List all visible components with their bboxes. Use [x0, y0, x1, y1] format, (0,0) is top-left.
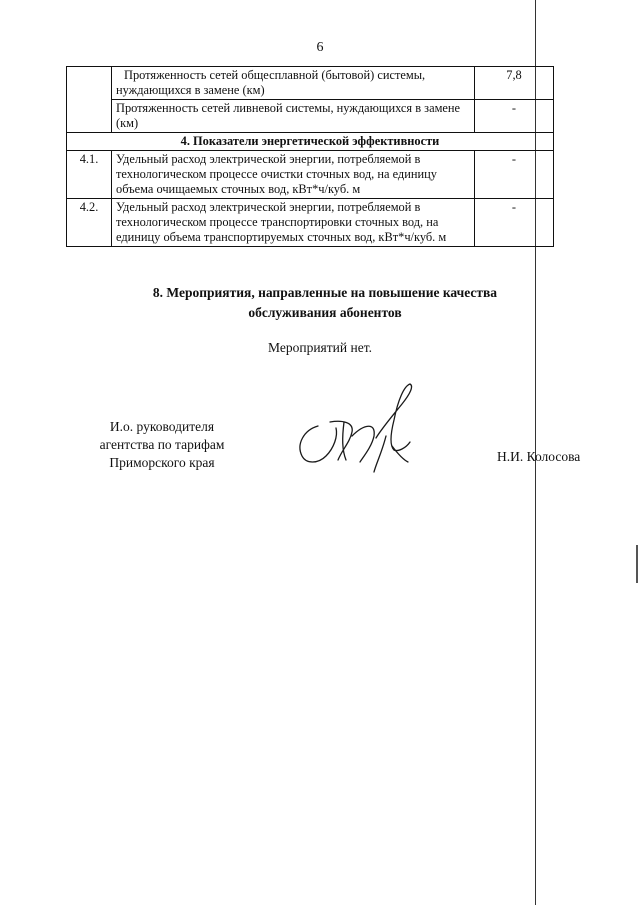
signer-position-line: агентства по тарифам: [99, 437, 225, 452]
table-row: [67, 199, 554, 247]
signer-position: [62, 418, 262, 472]
signer-name: Н.И. Колосова: [497, 449, 581, 464]
row-number-cell: [67, 67, 112, 133]
row-value-cell: 7,8: [475, 67, 554, 100]
scan-edge-mark: [636, 545, 638, 583]
table-row: [67, 67, 554, 100]
row-number-cell: 4.2.: [67, 199, 112, 247]
row-text-cell: Протяженность сетей ливневой системы, нуждающихся в замене (км): [112, 100, 475, 133]
row-value-cell: -: [475, 199, 554, 247]
row-text-cell: Удельный расход электрической энергии, потребляемой в технологическом процессе транспортировки сточных вод, на единицу объема транспортируемых сточных вод, кВт*ч/куб. м: [112, 199, 475, 247]
row-text-cell: Удельный расход электрической энергии, потребляемой в технологическом процессе очистки сточных вод, на единицу объема очищаемых сточных вод, кВт*ч/куб. м: [112, 151, 475, 199]
indicators-table: [66, 66, 554, 247]
row-value-cell: -: [475, 151, 554, 199]
section-4-title: 4. Показатели энергетической эффективности: [67, 133, 554, 151]
table-row: [67, 100, 554, 133]
section-8-body: Мероприятий нет.: [268, 340, 372, 355]
row-value-cell: -: [475, 100, 554, 133]
page-number: 6: [316, 40, 324, 55]
signer-position-line: Приморского края: [109, 455, 215, 470]
table-row: [67, 151, 554, 199]
row-number-cell: 4.1.: [67, 151, 112, 199]
handwritten-signature: [290, 380, 420, 480]
row-text-cell: Протяженность сетей общесплавной (бытовой) системы, нуждающихся в замене (км): [112, 67, 475, 100]
signer-position-line: И.о. руководителя: [109, 419, 215, 434]
section-header-row: [67, 133, 554, 151]
section-8-title: 8. Мероприятия, направленные на повышение качества обслуживания абонентов: [152, 285, 498, 320]
